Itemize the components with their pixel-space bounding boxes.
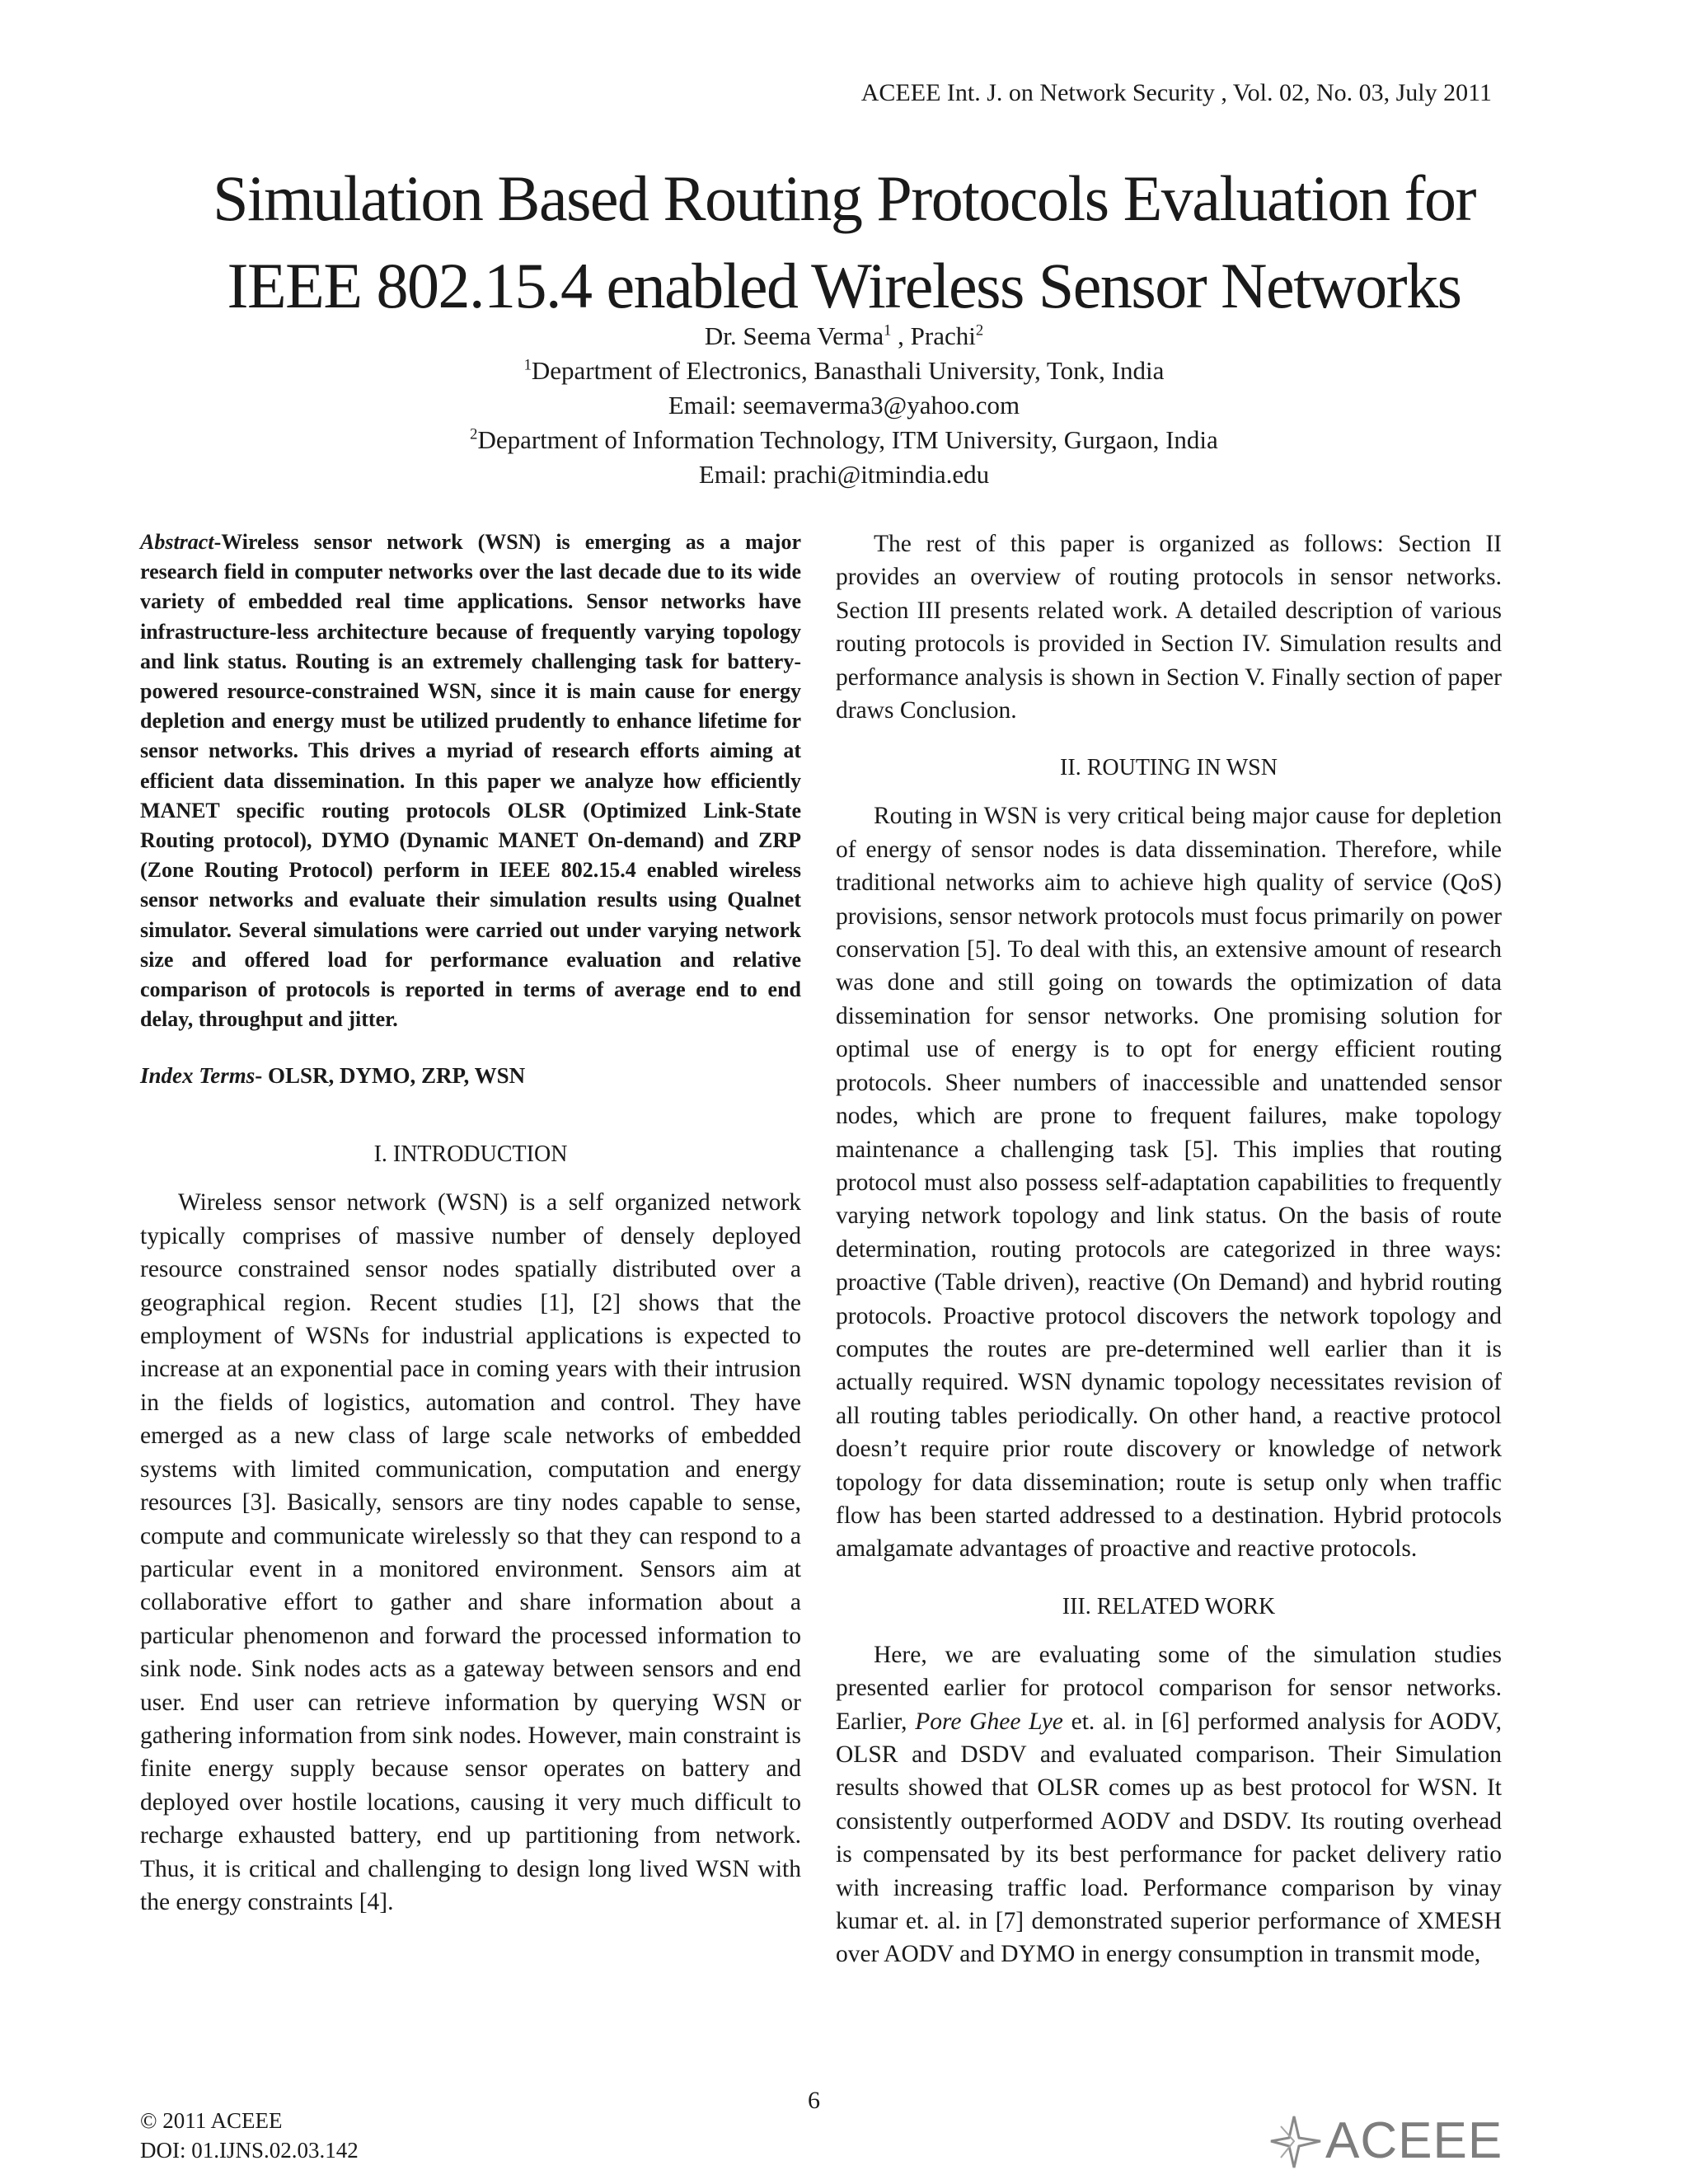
- footer-info: [140, 2106, 359, 2165]
- publisher-logo: [1269, 2110, 1503, 2176]
- section-heading-introduction: I. INTRODUCTION: [373, 1141, 568, 1168]
- journal-header: ACEEE Int. J. on Network Security , Vol. 02, No. 03, July 2011: [860, 79, 1492, 106]
- page-number: 6: [808, 2087, 820, 2114]
- left-column: [140, 527, 801, 1919]
- author-names: Dr. Seema Verma$^1$ , Prachi$^2$: [704, 321, 984, 350]
- title-line-2: IEEE 802.15.4 enabled Wireless Sensor Networks: [227, 250, 1461, 321]
- section-heading-routing: II. ROUTING IN WSN: [1060, 755, 1278, 781]
- star-logo-icon: [1269, 2110, 1327, 2172]
- related-work-paragraph: Here, we are evaluating some of the simulation studies presented earlier for protocol comparison for sensor networks. Earlier, Pore Ghee Lye et. al. in [6] performed analysis for AODV, OLSR and DSDV and evaluated comparison. Their Simulation results showed that OLSR comes up as best protocol for WSN. It consistently outperformed AODV and DSDV. Its routing overhead is compensated by its best performance for packet delivery ratio with increasing traffic load. Performance comparison by vinay kumar et. al. in [7] demonstrated superior performance of XMESH over AODV and DYMO in energy consumption in transmit mode,: [836, 1641, 1502, 1968]
- doi: DOI: 01.IJNS.02.03.142: [140, 2138, 359, 2163]
- introduction-paragraph: Wireless sensor network (WSN) is a self organized network typically comprises of massive number of densely deployed resource constrained sensor nodes spatially distributed over a geographical region. Recent studies [1], [2] shows that the employment of WSNs for industrial applications is expected to increase at an exponential pace in coming years with their intrusion in the fields of logistics, automation and control. They have emerged as a new class of large scale networks of embedded systems with limited communication, computation and energy resources [3]. Basically, sensors are tiny nodes capable to sense, compute and communicate wirelessly so that they can respond to a particular event in a monitored environment. Sensors aim at collaborative effort to gather and share information about a particular phenomenon and forward the processed information to sink node. Sink nodes acts as a gateway between sensors and end user. End user can retrieve information by querying WSN or gathering information from sink nodes. However, main constraint is finite energy supply because sensor operates on battery and deployed over hostile locations, causing it very much difficult to recharge exhausted battery, end up partitioning from network. Thus, it is critical and challenging to design long lived WSN with the energy constraints [4].: [140, 1189, 801, 1915]
- routing-paragraph: Routing in WSN is very critical being major cause for depletion of energy of sensor nodes is data dissemination. Therefore, while traditional networks aim to achieve high quality of service (QoS) provisions, sensor network protocols must focus primarily on power conservation [5]. To deal with this, an extensive amount of research was done and still going on towards the optimization of data dissemination for sensor networks. One promising solution for optimal use of energy is to opt for energy efficient routing protocols. Sheer numbers of inaccessible and unattended sensor nodes, which are prone to frequent failures, make topology maintenance a challenging task [5]. This implies that routing protocol must also possess self-adaptation capabilities to frequently varying network topology and link status. On the basis of route determination, routing protocols are categorized in three ways: proactive (Table driven), reactive (On Demand) and hybrid routing protocols. Proactive protocol discovers the network topology and computes the routes are pre-determined well earlier than it is actually required. WSN dynamic topology necessitates revision of all routing tables periodically. On other hand, a reactive protocol doesn’t require prior route discovery or knowledge of network topology for data dissemination; route is setup only when traffic flow has been started addressed to a destination. Hybrid protocols amalgamate advantages of proactive and reactive protocols.: [836, 803, 1502, 1563]
- email-1: Email: seemaverma3@yahoo.com: [668, 391, 1020, 419]
- paper-title: [0, 155, 1688, 330]
- copyright: © 2011 ACEEE: [140, 2108, 283, 2133]
- index-terms-text: - OLSR, DYMO, ZRP, WSN: [255, 1063, 526, 1089]
- affiliation-2: $^2$Department of Information Technology, ITM University, Gurgaon, India: [470, 425, 1218, 454]
- author-block: [0, 319, 1688, 492]
- index-terms-label: Index Terms: [140, 1063, 256, 1089]
- section-heading-related-work: III. RELATED WORK: [1062, 1593, 1276, 1619]
- abstract-text: -Wireless sensor network (WSN) is emerging as a major research field in computer networks over the last decade due to its wide variety of embedded real time applications. Sensor networks have infrastructure-less architecture because of frequently varying topology and link status. Routing is an extremely challenging task for battery-powered resource-constrained WSN, since it is main cause for energy depletion and energy must be utilized prudently to enhance lifetime for sensor networks. This drives a myriad of research efforts aiming at efficient data dissemination. In this paper we analyze how efficiently MANET specific routing protocols OLSR (Optimized Link-State Routing protocol), DYMO (Dynamic MANET On-demand) and ZRP (Zone Routing Protocol) perform in IEEE 802.15.4 enabled wireless sensor networks and evaluate their simulation results using Qualnet simulator. Several simulations were carried out under varying network size and offered load for performance evaluation and relative comparison of protocols is reported in terms of average end to end delay, throughput and jitter.: [140, 530, 801, 1032]
- right-column: [836, 527, 1502, 1971]
- organization-paragraph: The rest of this paper is organized as follows: Section II provides an overview of routing protocols in sensor networks. Section III presents related work. A detailed description of various routing protocols is provided in Section IV. Simulation results and performance analysis is shown in Section V. Finally section of paper draws Conclusion.: [836, 531, 1502, 724]
- cited-author: Pore Ghee Lye: [915, 1708, 1063, 1735]
- title-line-1: Simulation Based Routing Protocols Evaluation for: [213, 162, 1475, 234]
- index-terms: [140, 1061, 801, 1090]
- abstract-label: Abstract: [140, 530, 214, 554]
- affiliation-1: $^1$Department of Electronics, Banasthali University, Tonk, India: [523, 356, 1165, 385]
- logo-text: ACEEE: [1325, 2112, 1503, 2169]
- abstract: [140, 527, 801, 1034]
- email-2: Email: prachi@itmindia.edu: [698, 460, 990, 489]
